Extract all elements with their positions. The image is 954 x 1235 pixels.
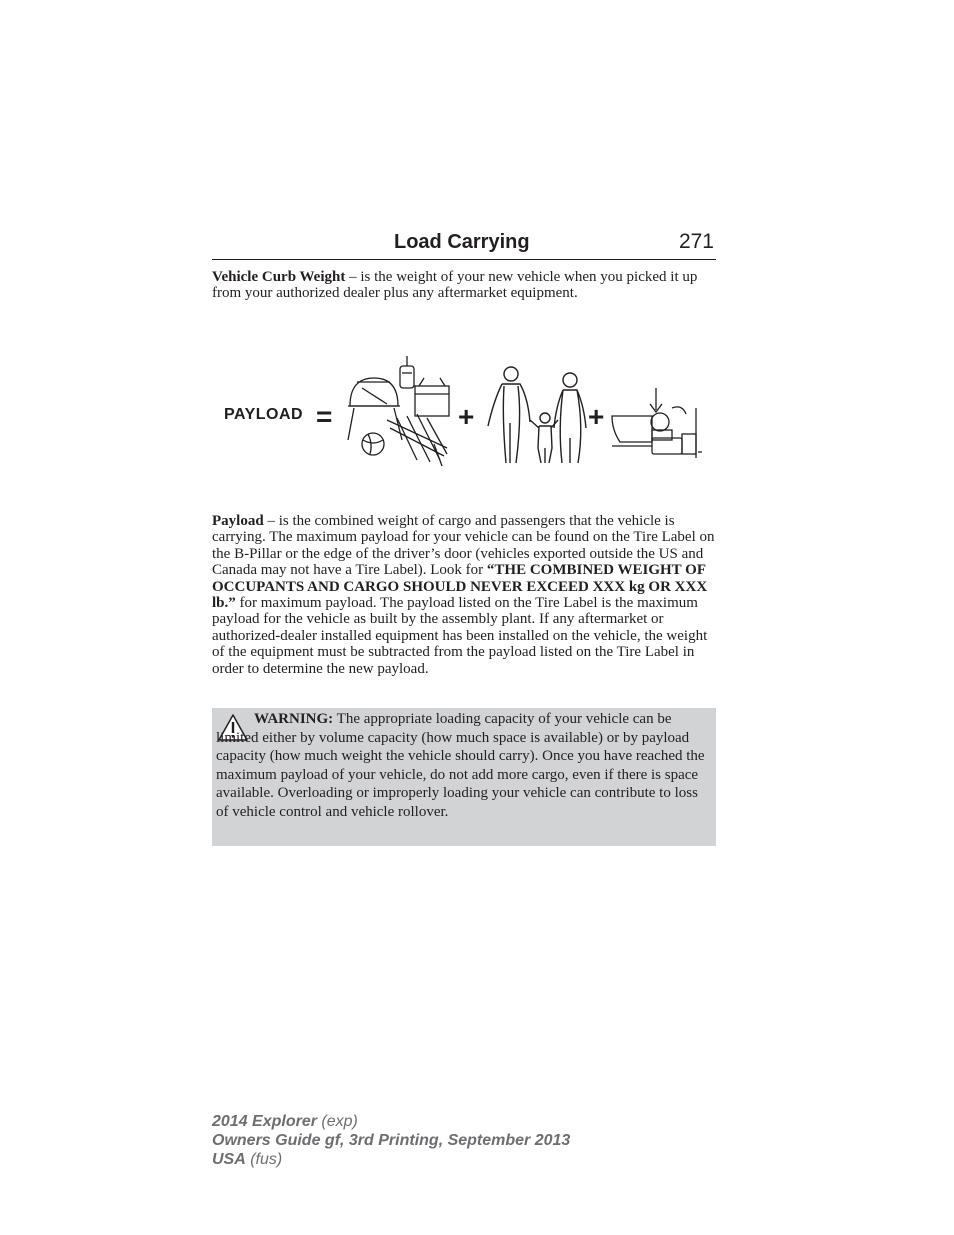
equals-sign: = — [316, 401, 333, 432]
curb-weight-text: – is the weight of your new vehicle when you picked it up from your authorized dealer plus any aftermarket equipment. — [212, 269, 698, 302]
page-footer — [212, 1112, 570, 1169]
payload-label: PAYLOAD — [224, 406, 304, 423]
page-number: 271 — [678, 230, 714, 253]
plus-sign-1: + — [458, 401, 475, 432]
footer-market-code: (fus) — [245, 1151, 283, 1168]
payload-term: Payload — [212, 513, 264, 529]
payload-text-1: – is the combined weight of cargo and passengers that the vehicle is carrying. The maximum payload for your vehicle can be found on the Tire Label on the B-Pillar or the edge of the driver’s door (vehicles exported outside the US and Canada may not have a Tire Label). Look for — [212, 513, 715, 579]
page-header — [212, 229, 716, 260]
passengers-icon — [488, 367, 586, 463]
curb-weight-paragraph — [212, 269, 718, 302]
curb-weight-term: Vehicle Curb Weight — [212, 269, 346, 285]
payload-text-2: for maximum payload. The payload listed on the Tire Label is the maximum payload for the vehicle as built by the assembly plant. If any aftermarket or authorized-dealer installed equipment has been installed on the vehicle, the weight of the equipment must be subtracted from the payload listed on the Tire Label in order to determine the new payload. — [212, 595, 708, 677]
warning-text — [216, 710, 712, 822]
payload-figure — [212, 348, 716, 473]
equipment-icon — [612, 388, 702, 458]
footer-line-2 — [212, 1131, 570, 1150]
footer-model: 2014 Explorer — [212, 1113, 317, 1130]
payload-paragraph — [212, 513, 718, 677]
footer-line-1 — [212, 1112, 570, 1131]
section-title: Load Carrying — [394, 231, 530, 253]
footer-model-code: (exp) — [316, 1113, 358, 1130]
footer-printing: Owners Guide gf, 3rd Printing, September 2013 — [212, 1132, 571, 1149]
warning-box — [212, 708, 716, 846]
footer-market: USA — [212, 1151, 246, 1168]
warning-body: The appropriate loading capacity of your vehicle can be limited either by volume capacity (how much space is available) or by payload capacity (how much weight the vehicle should carry). Once you have reached the maximum payload of your vehicle, do not add more cargo, even if there is space available. Overloading or improperly loading your vehicle can contribute to loss of vehicle control and vehicle rollover. — [216, 711, 705, 820]
payload-diagram — [212, 348, 716, 473]
payload-bold-quote: “THE COMBINED WEIGHT OF OCCUPANTS AND CARGO SHOULD NEVER EXCEED XXX kg OR XXX lb.” — [212, 562, 708, 612]
footer-line-3 — [212, 1150, 570, 1169]
plus-sign-2: + — [588, 401, 605, 432]
cargo-icon — [348, 356, 449, 466]
warning-label: WARNING: — [254, 711, 334, 727]
